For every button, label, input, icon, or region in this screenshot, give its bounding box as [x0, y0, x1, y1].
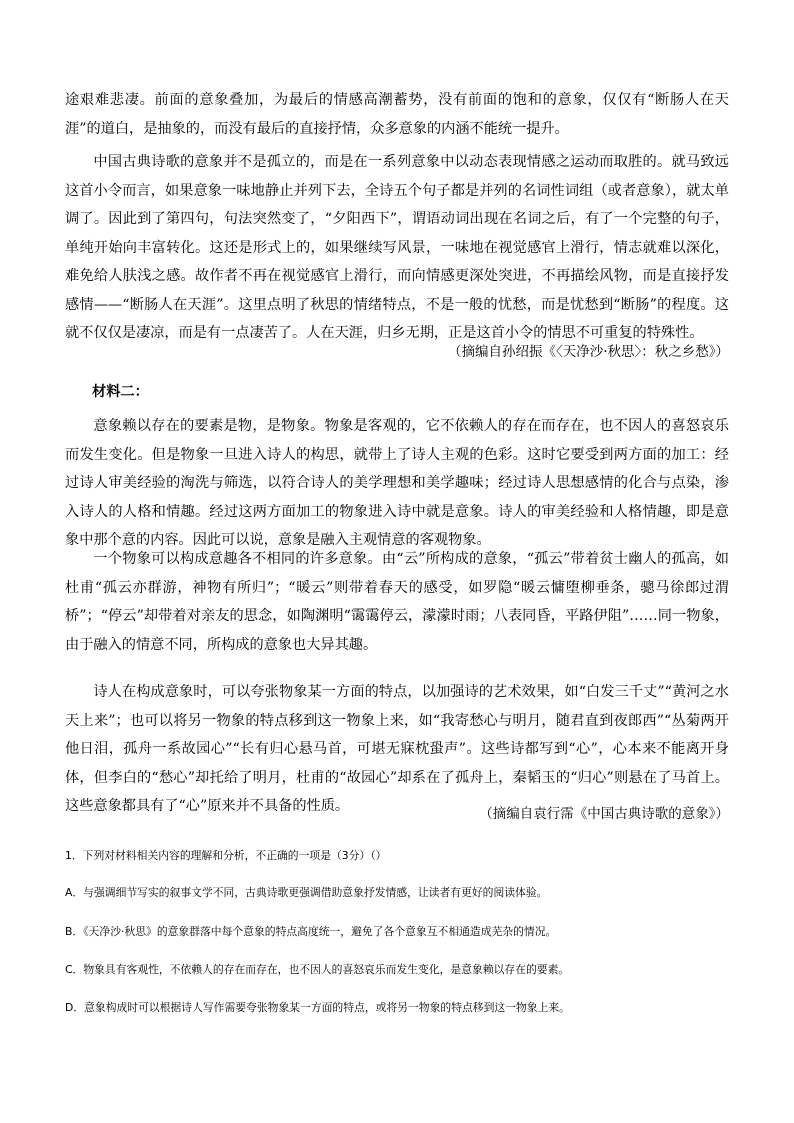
- material-two-paragraph-2: 一个物象可以构成意趣各不相同的许多意象。由“云”所构成的意象，“孤云”带着贫士幽人的孤高，如杜甫“孤云亦群游，神物有所归”；“暖云”则带着春天的感受，如罗隐“暖云慵堕柳垂条，骢马徐郎过渭桥”；“停云”却带着对亲友的思念，如陶渊明“霭霭停云，濛濛时雨；八表同昏，平路伊阻”……同一物象，由于融入的情意不同，所构成的意象也大异其趣。: [65, 551, 729, 653]
- material-one-paragraph-2: 中国古典诗歌的意象并不是孤立的，而是在一系列意象中以动态表现情感之运动而取胜的。就马致远这首小令而言，如果意象一味地静止并列下去，全诗五个句子都是并列的名词性词组（或者意象），就太单调了。因此到了第四句，句法突然变了，“夕阳西下”，谓语动词出现在名词之后，有了一个完整的句子，单纯开始向丰富转化。这还是形式上的，如果继续写风景，一味地在视觉感官上滑行，情志就难以深化，难免给人肤浅之感。故作者不再在视觉感官上滑行，而向情感更深处突进，不再描绘风物，而是直接抒发感情——“断肠人在天涯”。这里点明了秋思的情绪特点，不是一般的忧愁，而是忧愁到“断肠”的程度。这就不仅仅是凄凉，而是有一点凄苦了。人在天涯，归乡无期，正是这首小令的情思不可重复的特殊性。: [65, 154, 729, 341]
- material-two-paragraph-3: 诗人在构成意象时，可以夸张物象某一方面的特点，以加强诗的艺术效果，如“白发三千丈”“黄河之水天上来”；也可以将另一物象的特点移到这一物象上来，如“我寄愁心与明月，随君直到夜郎西”“丛菊两开他日泪，孤舟一系故园心”“长有归心悬马首，可堪无寐枕蛩声”。这些诗都写到“心”，心本来不能离开身体，但李白的“愁心”却托给了明月，杜甫的“故园心”却系在了孤舟上，秦韬玉的“归心”则悬在了马首上。这些意象都具有了“心”原来并不具备的性质。: [65, 684, 729, 814]
- question-option-d: D．意象构成时可以根据诗人写作需要夸张物象某一方面的特点，或将另一物象的特点移到这一物象上来。: [65, 1001, 570, 1014]
- material-one-paragraph-1: 途艰难悲凄。前面的意象叠加，为最后的情感高潮蓄势，没有前面的饱和的意象，仅仅有“断肠人在天涯”的道白，是抽象的，而没有最后的直接抒情，众多意象的内涵不能统一提升。: [65, 92, 729, 137]
- material-two-paragraph-1: 意象赖以存在的要素是物，是物象。物象是客观的，它不依赖人的存在而存在，也不因人的喜怒哀乐而发生变化。但是物象一旦进入诗人的构思，就带上了诗人主观的色彩。这时它要受到两方面的加工：经过诗人审美经验的淘洗与筛选，以符合诗人的美学理想和美学趣味；经过诗人思想感情的化合与点染，渗入诗人的人格和情趣。经过这两方面加工的物象进入诗中就是意象。诗人的审美经验和人格情趣，即是意象中那个意的内容。因此可以说，意象是融入主观情意的客观物象。: [65, 418, 729, 548]
- material-two-source: （摘编自袁行霈《中国古典诗歌的意象》）: [479, 806, 729, 822]
- material-two-heading: 材料二：: [92, 384, 149, 400]
- question-option-c: C．物象具有客观性，不依赖人的存在而存在，也不因人的喜怒哀乐而发生变化，是意象赖以存在的要素。: [65, 963, 570, 976]
- question-option-b: B．《天净沙·秋思》的意象群落中每个意象的特点高度统一，避免了各个意象互不相通造成芜杂的情况。: [65, 925, 557, 938]
- question-option-a: A．与强调细节写实的叙事文学不同，古典诗歌更强调借助意象抒发情感，让读者有更好的阅读体验。: [65, 886, 548, 899]
- question-stem: 1．下列对材料相关内容的理解和分析，不正确的一项是（3分）（）: [65, 849, 387, 862]
- material-one-source: （摘编自孙绍振《〈天净沙·秋思〉：秋之乡愁》）: [447, 344, 729, 360]
